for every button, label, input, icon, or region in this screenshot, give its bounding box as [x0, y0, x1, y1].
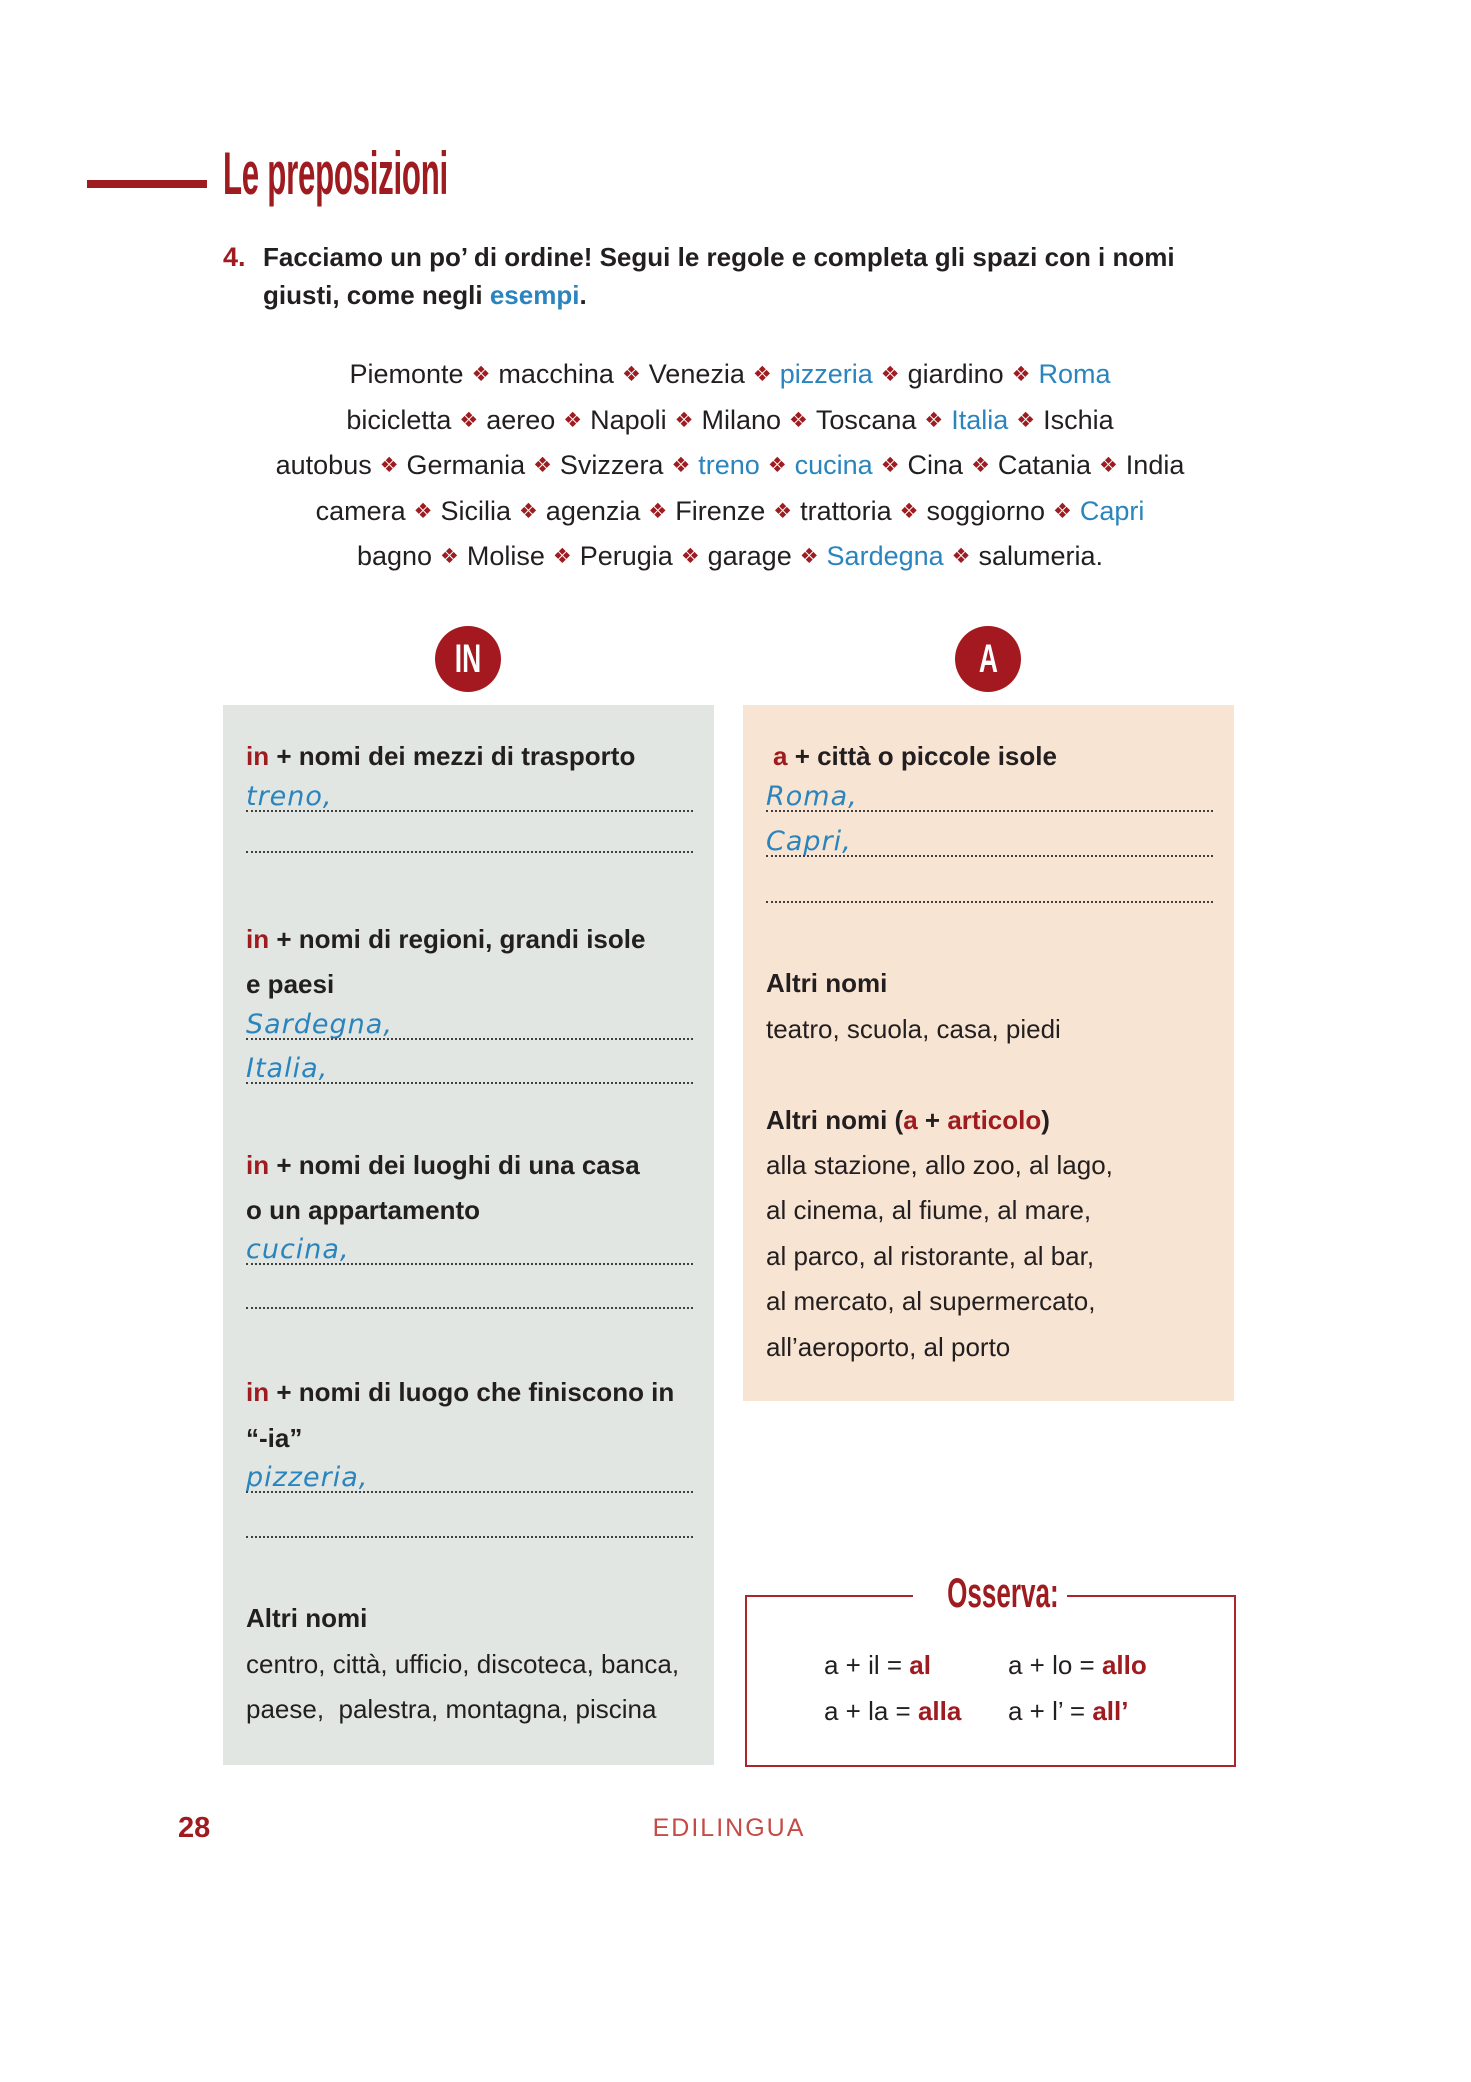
in-badge — [435, 626, 501, 692]
rule-text: + nomi di regioni, grandi isole — [269, 924, 646, 954]
word-bank-word: autobus — [275, 450, 372, 480]
separator-icon: ❖ — [552, 544, 572, 568]
title-text: ) — [1041, 1105, 1050, 1135]
plus-sign: + — [917, 1105, 948, 1135]
separator-icon: ❖ — [621, 362, 641, 386]
word-bank-line — [230, 404, 1230, 438]
word-bank-word: agenzia — [545, 496, 641, 526]
answer-blank-line — [246, 1082, 693, 1084]
article-example-line: al cinema, al fiume, al mare, — [766, 1195, 1092, 1225]
answer-blank-line — [246, 1307, 693, 1309]
separator-icon: ❖ — [1016, 408, 1036, 432]
handwritten-example: treno, — [246, 781, 333, 812]
word-bank-word: bicicletta — [346, 405, 452, 435]
word-bank-word: Milano — [701, 405, 782, 435]
in-rule-house-heading — [246, 1150, 640, 1180]
instruction-line-2 — [263, 280, 587, 310]
title-accent-bar — [87, 180, 207, 188]
separator-icon: ❖ — [648, 499, 668, 523]
answer-blank-line — [766, 810, 1213, 812]
contraction-result: alla — [917, 1696, 962, 1726]
contraction-result: al — [909, 1650, 931, 1680]
word-bank-word: Molise — [466, 541, 545, 571]
separator-icon: ❖ — [799, 544, 819, 568]
word-bank-example-word: treno — [698, 450, 760, 480]
separator-icon: ❖ — [680, 544, 700, 568]
word-bank-word: Catania — [997, 450, 1091, 480]
word-bank-word: Toscana — [815, 405, 917, 435]
word-bank-line — [230, 495, 1230, 529]
separator-icon: ❖ — [471, 362, 491, 386]
article-example-line: all’aeroporto, al porto — [766, 1332, 1011, 1362]
instruction-line-1: Facciamo un po’ di ordine! Segui le regole e completa gli spazi con i nomi — [263, 242, 1175, 272]
in-rule-regions-heading — [246, 924, 645, 954]
observe-note-title-container — [913, 1569, 1067, 1616]
word-bank-word: Sicilia — [440, 496, 511, 526]
word-bank-line — [230, 449, 1230, 483]
in-keyword: in — [246, 924, 270, 954]
separator-icon: ❖ — [752, 362, 772, 386]
word-bank-line — [230, 540, 1230, 574]
article-example-line: al mercato, al supermercato, — [766, 1286, 1096, 1316]
a-rule-cities-heading — [773, 741, 1057, 771]
observe-note-title: Osserva: — [947, 1569, 1059, 1616]
contraction-rule — [1008, 1650, 1147, 1680]
handwritten-example: Sardegna, — [246, 1009, 393, 1040]
in-keyword: in — [246, 1150, 270, 1180]
word-bank-word: Piemonte — [349, 359, 464, 389]
answer-blank-line — [246, 1038, 693, 1040]
article-example-line: al parco, al ristorante, al bar, — [766, 1241, 1095, 1271]
separator-icon: ❖ — [789, 408, 808, 432]
contraction-expression: a + il = — [824, 1650, 910, 1680]
separator-icon: ❖ — [899, 499, 919, 523]
in-keyword: in — [246, 741, 270, 771]
instruction-period: . — [579, 280, 587, 310]
word-bank-word: giardino — [907, 359, 1004, 389]
word-bank-example-word: pizzeria — [779, 359, 873, 389]
separator-icon: ❖ — [518, 499, 538, 523]
page-number: 28 — [178, 1812, 211, 1844]
rule-text: + nomi dei mezzi di trasporto — [269, 741, 636, 771]
handwritten-example: Roma, — [766, 781, 858, 812]
separator-icon: ❖ — [563, 408, 583, 432]
examples-highlight: esempi — [489, 280, 580, 310]
word-bank-word: Germania — [406, 450, 526, 480]
a-badge — [955, 626, 1021, 692]
rule-text: + nomi dei luoghi di una casa — [269, 1150, 640, 1180]
word-bank-word: Svizzera — [559, 450, 664, 480]
a-article-nouns-title — [766, 1105, 1050, 1135]
contraction-rule — [824, 1650, 931, 1680]
in-other-nouns-line: paese, palestra, montagna, piscina — [246, 1694, 657, 1724]
publisher-logo: EDILINGUA — [652, 1814, 806, 1842]
word-bank-word: Venezia — [648, 359, 745, 389]
handwritten-example: cucina, — [246, 1234, 350, 1265]
word-bank-line — [230, 358, 1230, 392]
page-title: Le preposizioni — [223, 140, 448, 207]
title-text: Altri nomi ( — [766, 1105, 904, 1135]
separator-icon: ❖ — [767, 453, 787, 477]
handwritten-example: Capri, — [766, 826, 852, 857]
separator-icon: ❖ — [459, 408, 479, 432]
a-keyword: a — [903, 1105, 918, 1135]
in-rule-transport-heading — [246, 741, 635, 771]
instruction-text: giusti, come negli — [263, 280, 490, 310]
a-other-nouns-text: teatro, scuola, casa, piedi — [766, 1014, 1061, 1044]
article-keyword: articolo — [947, 1105, 1042, 1135]
word-bank-example-word: Italia — [951, 405, 1009, 435]
word-bank-example-word: cucina — [794, 450, 873, 480]
article-example-line: alla stazione, allo zoo, al lago, — [766, 1150, 1113, 1180]
a-badge-label: A — [978, 637, 998, 681]
word-bank-word: Cina — [907, 450, 964, 480]
a-other-nouns-title: Altri nomi — [766, 968, 888, 998]
separator-icon: ❖ — [413, 499, 433, 523]
word-bank-word: Napoli — [590, 405, 667, 435]
rule-text-continued: o un appartamento — [246, 1195, 481, 1225]
in-rule-ia-heading — [246, 1377, 674, 1407]
contraction-rule — [1008, 1696, 1128, 1726]
in-other-nouns-title: Altri nomi — [246, 1603, 368, 1633]
separator-icon: ❖ — [379, 453, 399, 477]
answer-blank-line — [246, 1263, 693, 1265]
exercise-number: 4. — [223, 242, 246, 272]
separator-icon: ❖ — [674, 408, 694, 432]
separator-icon: ❖ — [971, 453, 990, 477]
separator-icon: ❖ — [1098, 453, 1118, 477]
separator-icon: ❖ — [671, 453, 691, 477]
contraction-rule — [824, 1696, 961, 1726]
answer-blank-line — [766, 901, 1213, 903]
answer-blank-line — [246, 1536, 693, 1538]
separator-icon: ❖ — [880, 453, 900, 477]
separator-icon: ❖ — [773, 499, 793, 523]
rule-text: + nomi di luogo che finiscono in — [269, 1377, 675, 1407]
word-bank-word: macchina — [498, 359, 614, 389]
word-bank-example-word: Capri — [1079, 496, 1145, 526]
word-bank-word: India — [1125, 450, 1185, 480]
word-bank-word: aereo — [486, 405, 556, 435]
contraction-expression: a + la = — [824, 1696, 918, 1726]
contraction-expression: a + lo = — [1008, 1650, 1102, 1680]
word-bank-word: camera — [315, 496, 406, 526]
separator-icon: ❖ — [1053, 499, 1072, 523]
in-keyword: in — [246, 1377, 270, 1407]
word-bank-word: Perugia — [579, 541, 673, 571]
handwritten-example: Italia, — [246, 1053, 329, 1084]
answer-blank-line — [766, 855, 1213, 857]
in-badge-label: IN — [454, 637, 482, 681]
separator-icon: ❖ — [880, 362, 900, 386]
observe-note-box — [745, 1595, 1236, 1767]
rule-text: + città o piccole isole — [787, 741, 1057, 771]
answer-blank-line — [246, 810, 693, 812]
word-bank-word: trattoria — [800, 496, 892, 526]
word-bank-example-word: Sardegna — [826, 541, 944, 571]
separator-icon: ❖ — [533, 453, 552, 477]
word-bank-word: bagno — [356, 541, 433, 571]
contraction-result: allo — [1101, 1650, 1147, 1680]
word-bank-word: Firenze — [675, 496, 766, 526]
word-bank-word: garage — [707, 541, 792, 571]
word-bank-example-word: Roma — [1038, 359, 1111, 389]
contraction-expression: a + l’ = — [1008, 1696, 1093, 1726]
rule-text-continued: “-ia” — [246, 1423, 303, 1453]
rule-text-continued: e paesi — [246, 969, 335, 999]
word-bank-word: Ischia — [1043, 405, 1114, 435]
separator-icon: ❖ — [951, 544, 971, 568]
handwritten-example: pizzeria, — [246, 1462, 369, 1493]
answer-blank-line — [246, 851, 693, 853]
separator-icon: ❖ — [924, 408, 944, 432]
contraction-result: all’ — [1092, 1696, 1129, 1726]
word-bank-word: soggiorno — [926, 496, 1046, 526]
answer-blank-line — [246, 1491, 693, 1493]
a-keyword: a — [773, 741, 788, 771]
separator-icon: ❖ — [440, 544, 459, 568]
in-other-nouns-line: centro, città, ufficio, discoteca, banca, — [246, 1649, 680, 1679]
separator-icon: ❖ — [1011, 362, 1031, 386]
word-bank-word: salumeria. — [978, 541, 1104, 571]
